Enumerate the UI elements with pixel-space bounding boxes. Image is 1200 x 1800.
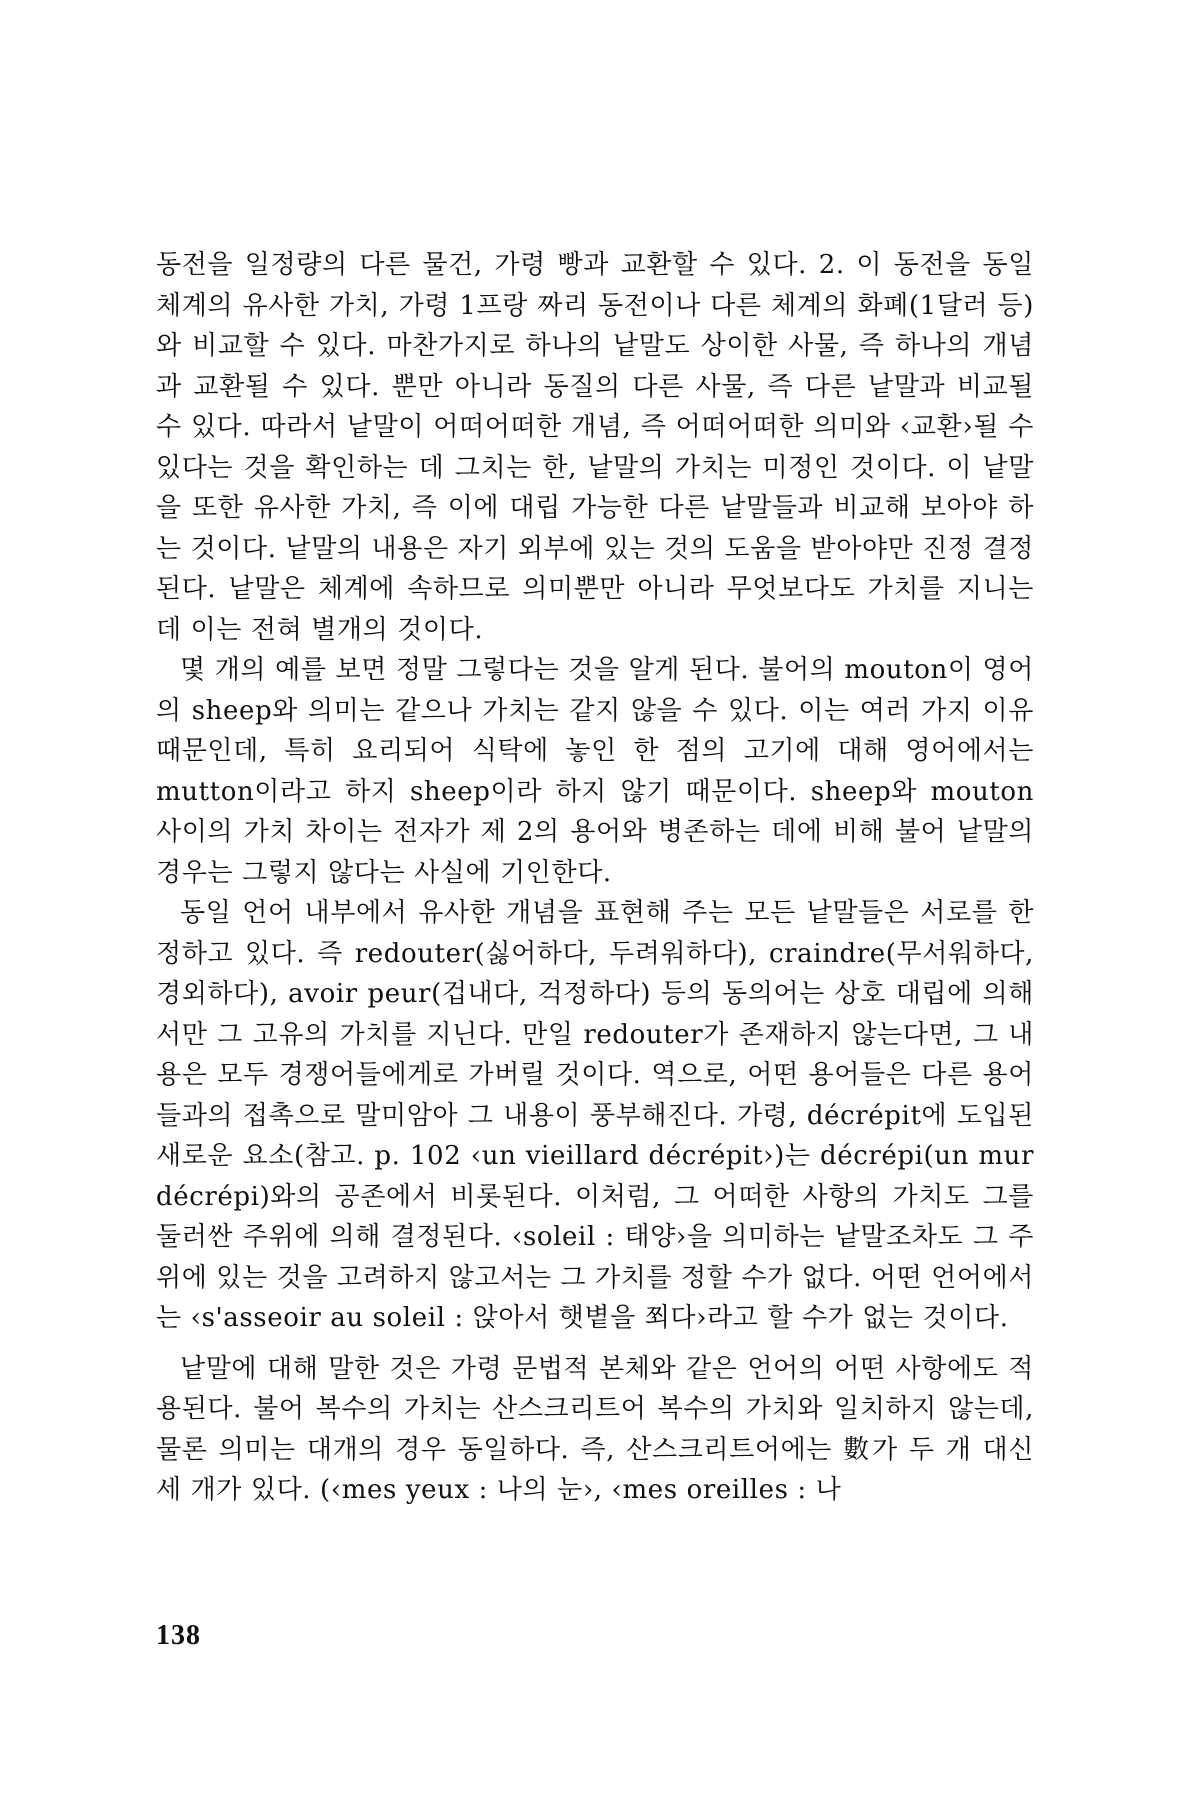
paragraph-3: 동일 언어 내부에서 유사한 개념을 표현해 주는 모든 낱말들은 서로를 한정하고 있다. 즉 redouter(싫어하다, 두려워하다), craindre(무서워하다, 경외하다), avoir peur(겁내다, 걱정하다) 등의 동의어는 상호 대립에 의해서만 그 고유의 가치를 지닌다. 만일 redouter가 존재하지 않는다면, 그 내용은 모두 경쟁어들에게로 가버릴 것이다. 역으로, 어떤 용어들은 다른 용어들과의 접촉으로 말미암아 그 내용이 풍부해진다. 가령, décrépit에 도입된 새로운 요소(참고. p. 102 ‹un vieillard décrépit›)는 décrépi(un mur décrépi)와의 공존에서 비롯된다. 이처럼, 그 어떠한 사항의 가치도 그를 둘러싼 주위에 의해 결정된다. ‹soleil : 태양›을 의미하는 낱말조차도 그 주위에 있는 것을 고려하지 않고서는 그 가치를 정할 수가 없다. 어떤 언어에서는 ‹s'asseoir au soleil : 앉아서 햇볕을 쬐다›라고 할 수가 없는 것이다.: [156, 898, 1034, 1333]
paragraph-2: 몇 개의 예를 보면 정말 그렇다는 것을 알게 된다. 불어의 mouton이 영어의 sheep와 의미는 같으나 가치는 같지 않을 수 있다. 이는 여러 가지 이유 때문인데, 특히 요리되어 식탁에 놓인 한 점의 고기에 대해 영어에서는 mutton이라고 하지 sheep이라 하지 않기 때문이다. sheep와 mouton 사이의 가치 차이는 전자가 제 2의 용어와 병존하는 데에 비해 불어 낱말의 경우는 그렇지 않다는 사실에 기인한다.: [156, 655, 1034, 888]
paragraph-1: 동전을 일정량의 다른 물건, 가령 빵과 교환할 수 있다. 2. 이 동전을 동일 체계의 유사한 가치, 가령 1프랑 짜리 동전이나 다른 체계의 화폐(1달러 등)와 비교할 수 있다. 마찬가지로 하나의 낱말도 상이한 사물, 즉 하나의 개념과 교환될 수 있다. 뿐만 아니라 동질의 다른 사물, 즉 다른 낱말과 비교될 수 있다. 따라서 낱말이 어떠어떠한 개념, 즉 어떠어떠한 의미와 ‹교환›될 수 있다는 것을 확인하는 데 그치는 한, 낱말의 가치는 미정인 것이다. 이 낱말을 또한 유사한 가치, 즉 이에 대립 가능한 다른 낱말들과 비교해 보아야 하는 것이다. 낱말의 내용은 자기 외부에 있는 것의 도움을 받아야만 진정 결정된다. 낱말은 체계에 속하므로 의미뿐만 아니라 무엇보다도 가치를 지니는 데 이는 전혀 별개의 것이다.: [156, 250, 1034, 645]
body-text: [156, 245, 1034, 1511]
page-number: 138: [156, 1620, 201, 1651]
paragraph-4: 낱말에 대해 말한 것은 가령 문법적 본체와 같은 언어의 어떤 사항에도 적용된다. 불어 복수의 가치는 산스크리트어 복수의 가치와 일치하지 않는데, 물론 의미는 대개의 경우 동일하다. 즉, 산스크리트어에는 數가 두 개 대신 세 개가 있다. (‹mes yeux : 나의 눈›, ‹mes oreilles : 나: [156, 1353, 1034, 1505]
